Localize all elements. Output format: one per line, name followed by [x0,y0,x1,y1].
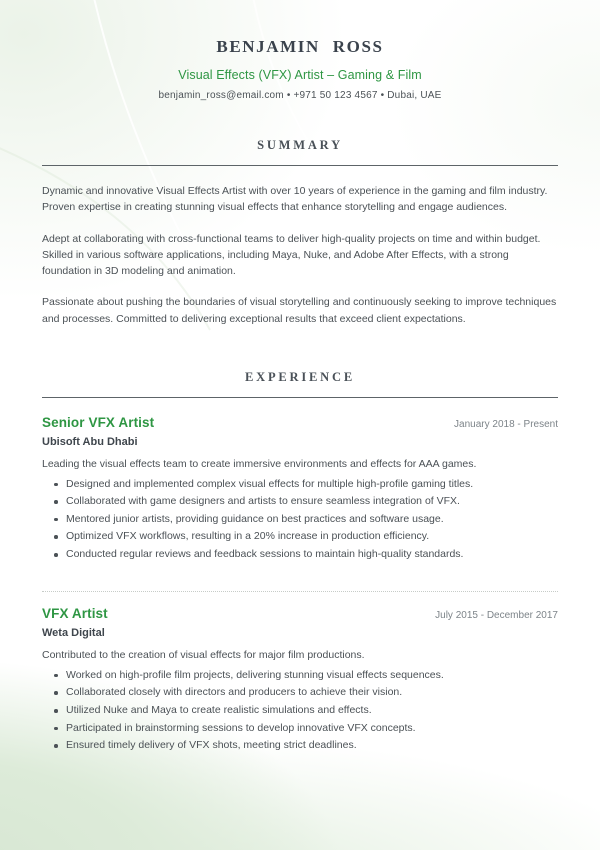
job-bullet-list [42,669,558,753]
job-entry [42,606,558,752]
summary-heading: SUMMARY [257,138,343,152]
job-header [42,606,558,621]
summary-paragraph: Passionate about pushing the boundaries of visual storytelling and continuously seeking to improve techniques and processes. Committed to delivering exceptional results that exceed client expectations. [42,296,557,325]
summary-paragraph: Dynamic and innovative Visual Effects Artist with over 10 years of experience in the gaming and film industry. Proven expertise in creating stunning visual effects that enhance storytelling and engage audiences. [42,185,548,214]
bullet-item: Mentored junior artists, providing guidance on best practices and software usage. [66,513,558,526]
job-lead: Contributed to the creation of visual effects for major film productions. [42,649,365,662]
experience-heading: EXPERIENCE [245,369,355,384]
job-title: VFX Artist [42,606,108,622]
section-experience [42,370,558,753]
summary-paragraph: Adept at collaborating with cross-functional teams to deliver high-quality projects on time and within budget. Skilled in various software applications, including Maya, Nuke, and Adobe After Effects, with a strong foundation in 3D modeling and animation. [42,232,541,278]
contact-line: benjamin_ross@email.com • +971 50 123 4567 • Dubai, UAE [158,90,442,101]
bullet-item: Utilized Nuke and Maya to create realistic simulations and effects. [66,704,558,717]
bullet-item: Collaborated with game designers and artists to ensure seamless integration of VFX. [66,495,558,508]
bullet-item: Participated in brainstorming sessions to develop innovative VFX concepts. [66,722,558,735]
summary-rule [42,165,558,166]
resume-header [42,0,558,101]
job-dates: January 2018 - Present [454,418,558,430]
summary-text [42,183,558,327]
job-company: Weta Digital [42,627,105,640]
bullet-item: Optimized VFX workflows, resulting in a 20% increase in production efficiency. [66,530,558,543]
job-company: Ubisoft Abu Dhabi [42,435,138,448]
job-dates: July 2015 - December 2017 [435,610,558,622]
job-title: Senior VFX Artist [42,414,155,430]
bullet-item: Collaborated closely with directors and producers to achieve their vision. [66,686,558,699]
candidate-title: Visual Effects (VFX) Artist – Gaming & Film [178,68,422,82]
candidate-name: BENJAMIN ROSS [216,37,384,56]
job-bullet-list [42,478,558,562]
job-entry [42,415,558,561]
section-summary [42,138,558,327]
experience-rule [42,397,558,398]
bullet-item: Ensured timely delivery of VFX shots, meeting strict deadlines. [66,739,558,752]
bullet-item: Designed and implemented complex visual effects for multiple high-profile gaming titles. [66,478,558,491]
job-divider [42,591,558,592]
bullet-item: Worked on high-profile film projects, delivering stunning visual effects sequences. [66,669,558,682]
bullet-item: Conducted regular reviews and feedback sessions to maintain high-quality standards. [66,548,558,561]
job-header [42,415,558,430]
job-lead: Leading the visual effects team to create immersive environments and effects for AAA games. [42,457,477,470]
